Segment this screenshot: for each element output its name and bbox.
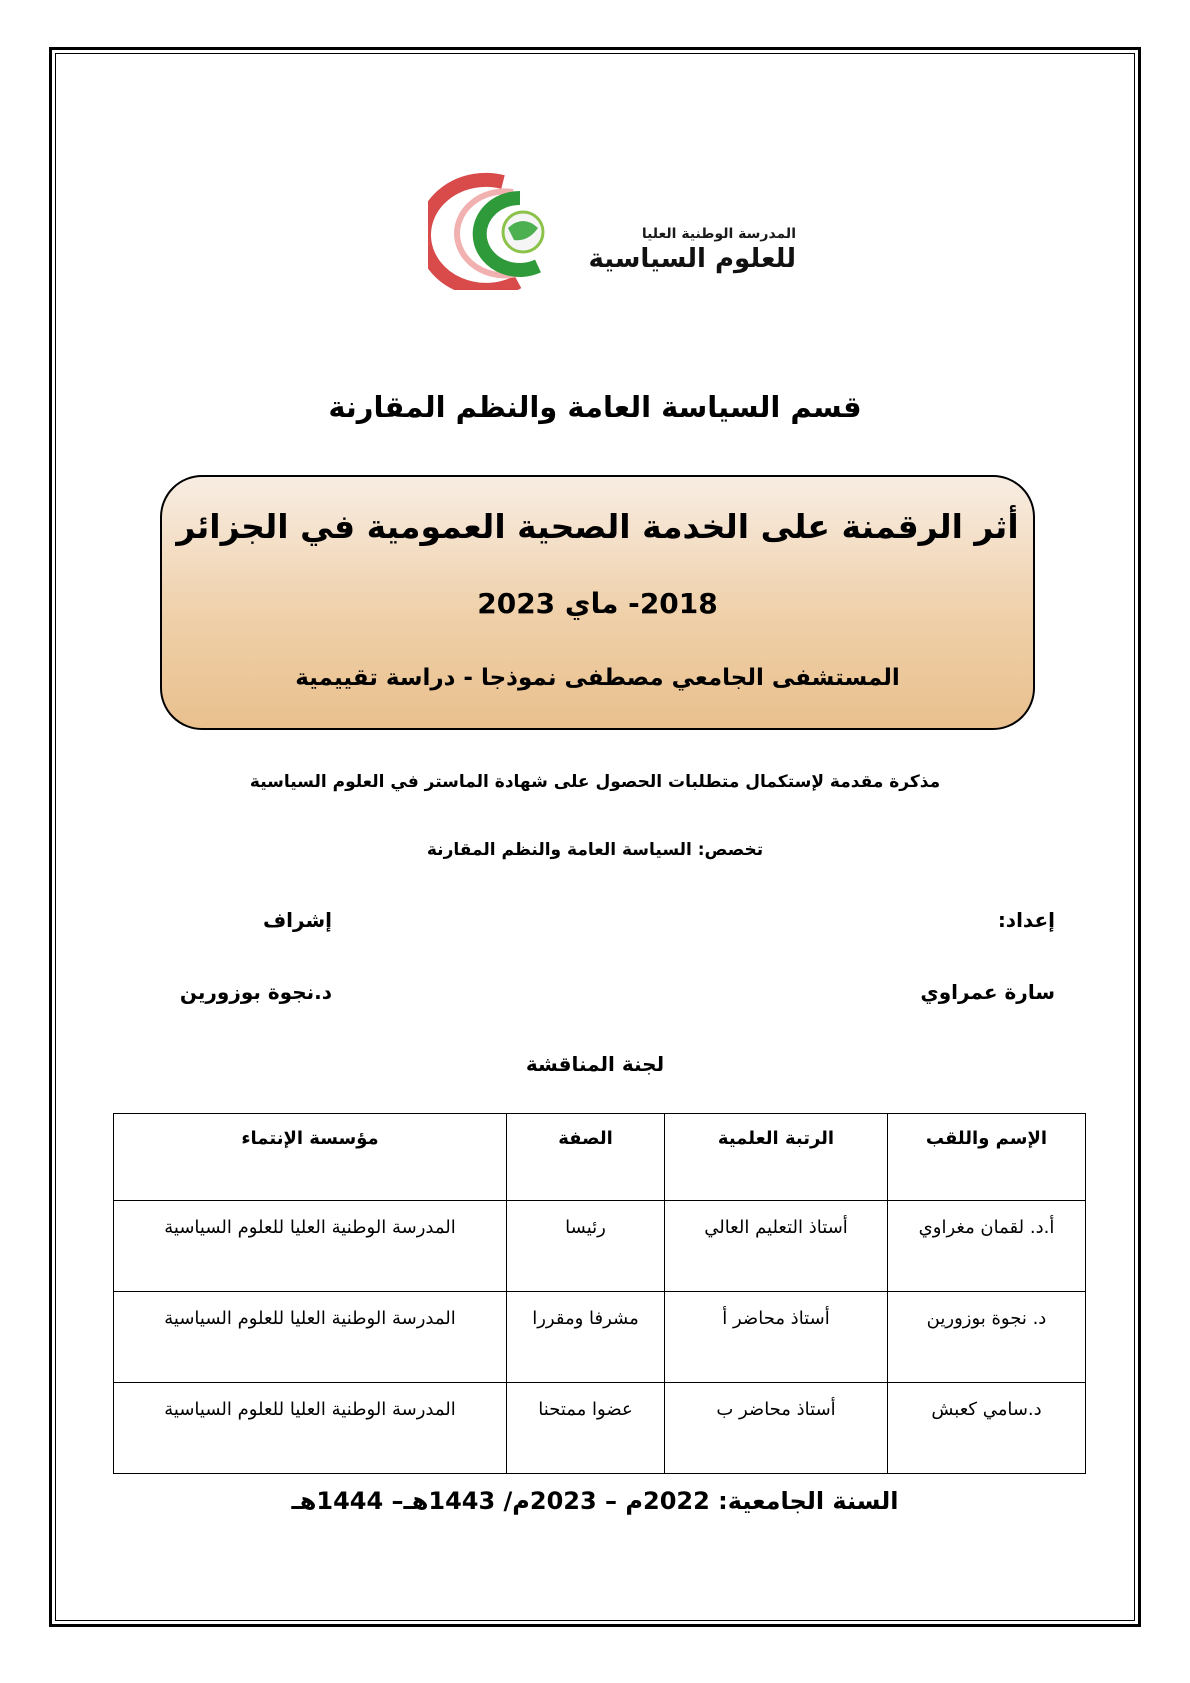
cell-institution: المدرسة الوطنية العليا للعلوم السياسية (114, 1201, 507, 1292)
cell-role: رئيسا (507, 1201, 665, 1292)
header-institution: مؤسسة الإنتماء (114, 1114, 507, 1201)
cell-institution: المدرسة الوطنية العليا للعلوم السياسية (114, 1383, 507, 1474)
table-row (114, 1201, 1086, 1292)
logo-line2: للعلوم السياسية (588, 244, 796, 274)
supervision-label: إشراف (262, 908, 332, 932)
table-row (114, 1383, 1086, 1474)
title-box (160, 475, 1035, 730)
cell-name: د.سامي كعبش (888, 1383, 1086, 1474)
thesis-subtitle: المستشفى الجامعي مصطفى نموذجا - دراسة تقييمية (295, 665, 900, 691)
academic-year: السنة الجامعية: 2022م – 2023م/ 1443هـ– 1444هـ (291, 1487, 899, 1515)
jury-table (113, 1113, 1086, 1474)
header-name: الإسم واللقب (888, 1114, 1086, 1201)
specialization: تخصص: السياسة العامة والنظم المقارنة (426, 840, 764, 860)
cell-role: مشرفا ومقررا (507, 1292, 665, 1383)
cell-name: أ.د. لقمان مغراوي (888, 1201, 1086, 1292)
prepared-by-label: إعداد: (997, 908, 1055, 932)
cell-rank: أستاذ محاضر أ (665, 1292, 888, 1383)
supervisor-name: د.نجوة بوزورين (179, 980, 332, 1004)
cell-role: عضوا ممتحنا (507, 1383, 665, 1474)
cell-rank: أستاذ محاضر ب (665, 1383, 888, 1474)
table-row (114, 1292, 1086, 1383)
cell-rank: أستاذ التعليم العالي (665, 1201, 888, 1292)
committee-title: لجنة المناقشة (525, 1052, 665, 1076)
cell-name: د. نجوة بوزورين (888, 1292, 1086, 1383)
department-title: قسم السياسة العامة والنظم المقارنة (328, 390, 862, 424)
header-role: الصفة (507, 1114, 665, 1201)
memo-statement: مذكرة مقدمة لإستكمال متطلبات الحصول على شهادة الماستر في العلوم السياسية (249, 772, 941, 792)
student-name: سارة عمراوي (920, 980, 1055, 1004)
cell-institution: المدرسة الوطنية العليا للعلوم السياسية (114, 1292, 507, 1383)
header-rank: الرتبة العلمية (665, 1114, 888, 1201)
table-header-row (114, 1114, 1086, 1201)
thesis-period: 2018- ماي 2023 (477, 587, 718, 620)
logo-line1: المدرسة الوطنية العليا (641, 226, 796, 242)
thesis-title: أثر الرقمنة على الخدمة الصحية العمومية في الجزائر (176, 507, 1019, 546)
